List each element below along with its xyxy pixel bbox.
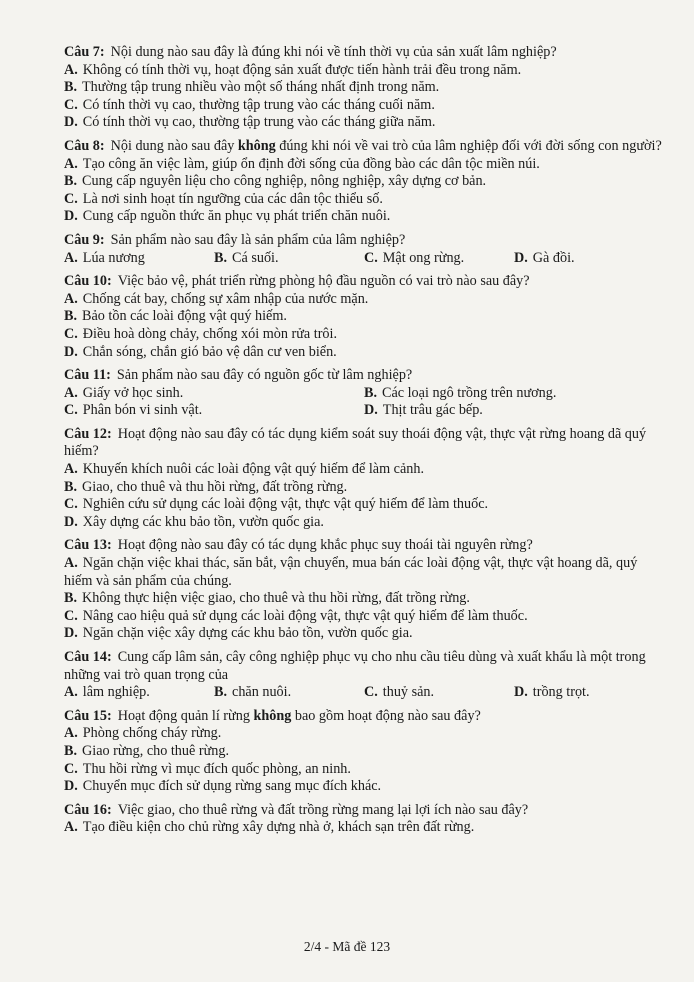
option-d (64, 114, 664, 132)
question-text: Hoạt động nào sau đây có tác dụng khắc phục suy thoái tài nguyên rừng? (117, 537, 533, 554)
question-text: Nội dung nào sau đây (110, 137, 238, 154)
question-14 (64, 649, 664, 702)
question-text: Cung cấp lâm sản, cây công nghiệp phục vụ cho nhu cầu tiêu dùng và xuất khẩu là một trong những vai trò quan trọng của (64, 649, 646, 683)
question-8 (64, 138, 664, 226)
question-number: Câu 12: (64, 425, 112, 442)
option-a (64, 385, 364, 403)
option-label: A. (64, 555, 78, 572)
option-b (64, 173, 664, 191)
option-label: A. (64, 155, 78, 172)
option-label: A. (64, 61, 78, 78)
option-d (64, 514, 664, 532)
option-text: Bảo tồn các loài động vật quý hiếm. (82, 308, 287, 325)
question-text: Nội dung nào sau đây là đúng khi nói về tính thời vụ của sản xuất lâm nghiệp? (110, 44, 557, 60)
question-stem (64, 367, 664, 385)
options-row (64, 684, 664, 702)
option-b (64, 79, 664, 97)
question-keyword: không (253, 707, 292, 724)
question-keyword: không (237, 137, 276, 154)
option-text: Nghiên cứu sử dụng các loài động vật, thực vật quý hiếm để làm thuốc. (82, 496, 489, 513)
option-c (64, 496, 664, 514)
question-7 (64, 44, 664, 132)
option-label: D. (514, 684, 528, 701)
option-d (514, 250, 664, 268)
option-a (64, 461, 664, 479)
question-number: Câu 7: (64, 44, 105, 60)
question-stem (64, 649, 664, 684)
option-a (64, 62, 664, 80)
option-text: trồng trọt. (532, 684, 590, 701)
option-label: C. (64, 402, 78, 419)
option-b (64, 308, 664, 326)
option-c (64, 608, 664, 626)
option-text: Chống cát bay, chống sự xâm nhập của nước mặn. (82, 290, 369, 307)
option-c (64, 402, 364, 420)
option-text: Lúa nương (82, 249, 145, 266)
question-13 (64, 537, 664, 643)
option-text: Điều hoà dòng chảy, chống xói mòn rửa trôi. (82, 325, 338, 342)
question-number: Câu 11: (64, 367, 111, 384)
question-11 (64, 367, 664, 420)
option-label: C. (64, 96, 78, 113)
option-text: Giấy vở học sinh. (82, 384, 184, 401)
option-text: chăn nuôi. (232, 684, 292, 701)
option-text: Giao, cho thuê và thu hồi rừng, đất trồng rừng. (82, 478, 348, 495)
option-text: Ngăn chặn việc xây dựng các khu bảo tồn, vườn quốc gia. (82, 625, 413, 642)
question-stem (64, 537, 664, 555)
option-text: Cá suối. (232, 249, 279, 266)
option-text: Tạo điều kiện cho chủ rừng xây dựng nhà ở, khách sạn trên đất rừng. (82, 819, 475, 836)
option-d (64, 208, 664, 226)
option-text: Thu hồi rừng vì mục đích quốc phòng, an ninh. (82, 760, 351, 777)
option-text: Phân bón vi sinh vật. (82, 402, 203, 419)
option-a (64, 291, 664, 309)
question-16 (64, 802, 664, 837)
option-label: B. (364, 384, 378, 401)
option-label: B. (64, 173, 78, 190)
question-text: Hoạt động quản lí rừng (117, 707, 254, 724)
option-label: B. (64, 308, 78, 325)
option-c (64, 97, 664, 115)
question-stem (64, 44, 664, 62)
option-label: C. (64, 760, 78, 777)
option-b (214, 250, 364, 268)
option-a (64, 250, 214, 268)
option-label: D. (64, 343, 78, 360)
option-b (64, 743, 664, 761)
option-text: Chắn sóng, chắn gió bảo vệ dân cư ven biển. (82, 343, 337, 360)
option-label: B. (214, 684, 228, 701)
options-row (64, 402, 664, 420)
question-text: Sản phẩm nào sau đây là sản phẩm của lâm nghiệp? (110, 231, 406, 248)
option-c (64, 191, 664, 209)
question-15 (64, 708, 664, 796)
question-number: Câu 13: (64, 537, 112, 554)
option-text: Có tính thời vụ cao, thường tập trung vào các tháng cuối năm. (82, 96, 435, 113)
option-c (64, 761, 664, 779)
option-label: A. (64, 249, 78, 266)
option-label: A. (64, 461, 78, 478)
option-text: Mật ong rừng. (382, 249, 465, 266)
option-text: Chuyển mục đích sử dụng rừng sang mục đích khác. (82, 778, 382, 795)
option-label: A. (64, 819, 78, 836)
options-row (64, 385, 664, 403)
option-text: lâm nghiệp. (82, 684, 150, 701)
option-text: Có tính thời vụ cao, thường tập trung vào các tháng giữa năm. (82, 114, 436, 131)
option-text: Thường tập trung nhiều vào một số tháng nhất định trong năm. (82, 79, 440, 96)
option-b (64, 590, 664, 608)
option-text: Không thực hiện việc giao, cho thuê và thu hồi rừng, đất trồng rừng. (82, 590, 470, 607)
question-12 (64, 426, 664, 532)
option-label: D. (64, 208, 78, 225)
option-text: Ngăn chặn việc khai thác, săn bắt, vận chuyển, mua bán các loài động vật, thực vật hoang dã, quý hiếm và sản phẩm của chúng. (64, 555, 638, 589)
question-text: Hoạt động nào sau đây có tác dụng kiểm soát suy thoái động vật, thực vật rừng hoang dã quý hiếm? (64, 425, 647, 460)
question-stem (64, 232, 664, 250)
exam-page (64, 44, 664, 843)
question-text: Việc giao, cho thuê rừng và đất trồng rừng mang lại lợi ích nào sau đây? (117, 801, 529, 818)
options-row (64, 250, 664, 268)
option-label: C. (364, 684, 378, 701)
option-text: Các loại ngô trồng trên nương. (382, 384, 557, 401)
question-stem (64, 708, 664, 726)
option-label: C. (364, 249, 378, 266)
option-a (64, 819, 664, 837)
option-label: A. (64, 684, 78, 701)
option-label: D. (64, 625, 78, 642)
option-b (64, 479, 664, 497)
option-label: C. (64, 496, 78, 513)
option-text: thuỷ sản. (382, 684, 435, 701)
option-label: A. (64, 384, 78, 401)
option-c (64, 326, 664, 344)
option-label: D. (514, 249, 528, 266)
question-10 (64, 273, 664, 361)
option-label: C. (64, 607, 78, 624)
option-d (64, 344, 664, 362)
question-text: Việc bảo vệ, phát triển rừng phòng hộ đầu nguồn có vai trò nào sau đây? (117, 273, 530, 290)
question-stem (64, 273, 664, 291)
question-stem (64, 138, 664, 156)
option-label: B. (64, 478, 78, 495)
option-label: B. (214, 249, 228, 266)
option-c (364, 250, 514, 268)
question-number: Câu 9: (64, 231, 105, 248)
option-text: Nâng cao hiệu quả sử dụng các loài động vật, thực vật quý hiếm để làm thuốc. (82, 607, 528, 624)
option-label: B. (64, 590, 78, 607)
option-label: B. (64, 79, 78, 96)
page-footer: 2/4 - Mã đề 123 (303, 939, 391, 954)
option-label: D. (64, 114, 78, 131)
option-a (64, 725, 664, 743)
question-stem (64, 802, 664, 820)
question-text: bao gồm hoạt động nào sau đây? (291, 707, 481, 724)
option-text: Giao rừng, cho thuê rừng. (82, 742, 229, 759)
option-b (364, 385, 664, 403)
option-label: A. (64, 725, 78, 742)
question-text: Sản phẩm nào sau đây có nguồn gốc từ lâm nghiệp? (116, 367, 413, 384)
question-number: Câu 14: (64, 649, 112, 665)
question-number: Câu 16: (64, 801, 112, 818)
option-a (64, 684, 214, 702)
option-label: B. (64, 742, 78, 759)
option-text: Gà đồi. (532, 249, 575, 266)
option-c (364, 684, 514, 702)
option-text: Xây dựng các khu bảo tồn, vườn quốc gia. (82, 513, 324, 530)
option-label: D. (64, 778, 78, 795)
option-text: Cung cấp nguồn thức ăn phục vụ phát triển chăn nuôi. (82, 208, 391, 225)
option-text: Thịt trâu gác bếp. (382, 402, 483, 419)
option-text: Phòng chống cháy rừng. (82, 725, 222, 742)
option-d (514, 684, 664, 702)
option-a (64, 555, 664, 590)
question-text: đúng khi nói về vai trò của lâm nghiệp đối với đời sống con người? (275, 137, 662, 154)
question-9 (64, 232, 664, 267)
option-d (64, 778, 664, 796)
option-label: C. (64, 325, 78, 342)
option-text: Tạo công ăn việc làm, giúp ổn định đời sống của đồng bào các dân tộc miền núi. (82, 155, 540, 172)
option-text: Không có tính thời vụ, hoạt động sản xuất được tiến hành trải đều trong năm. (82, 61, 522, 78)
question-number: Câu 10: (64, 273, 112, 290)
option-label: D. (364, 402, 378, 419)
option-text: Là nơi sinh hoạt tín ngưỡng của các dân tộc thiểu số. (82, 190, 383, 207)
option-d (64, 625, 664, 643)
option-label: C. (64, 190, 78, 207)
question-number: Câu 15: (64, 707, 112, 724)
option-text: Khuyến khích nuôi các loài động vật quý hiếm để làm cảnh. (82, 461, 424, 478)
option-label: A. (64, 290, 78, 307)
option-label: D. (64, 513, 78, 530)
question-stem (64, 426, 664, 461)
option-text: Cung cấp nguyên liệu cho công nghiệp, nông nghiệp, xây dựng cơ bản. (82, 173, 487, 190)
question-number: Câu 8: (64, 137, 105, 154)
option-d (364, 402, 664, 420)
option-b (214, 684, 364, 702)
option-a (64, 156, 664, 174)
